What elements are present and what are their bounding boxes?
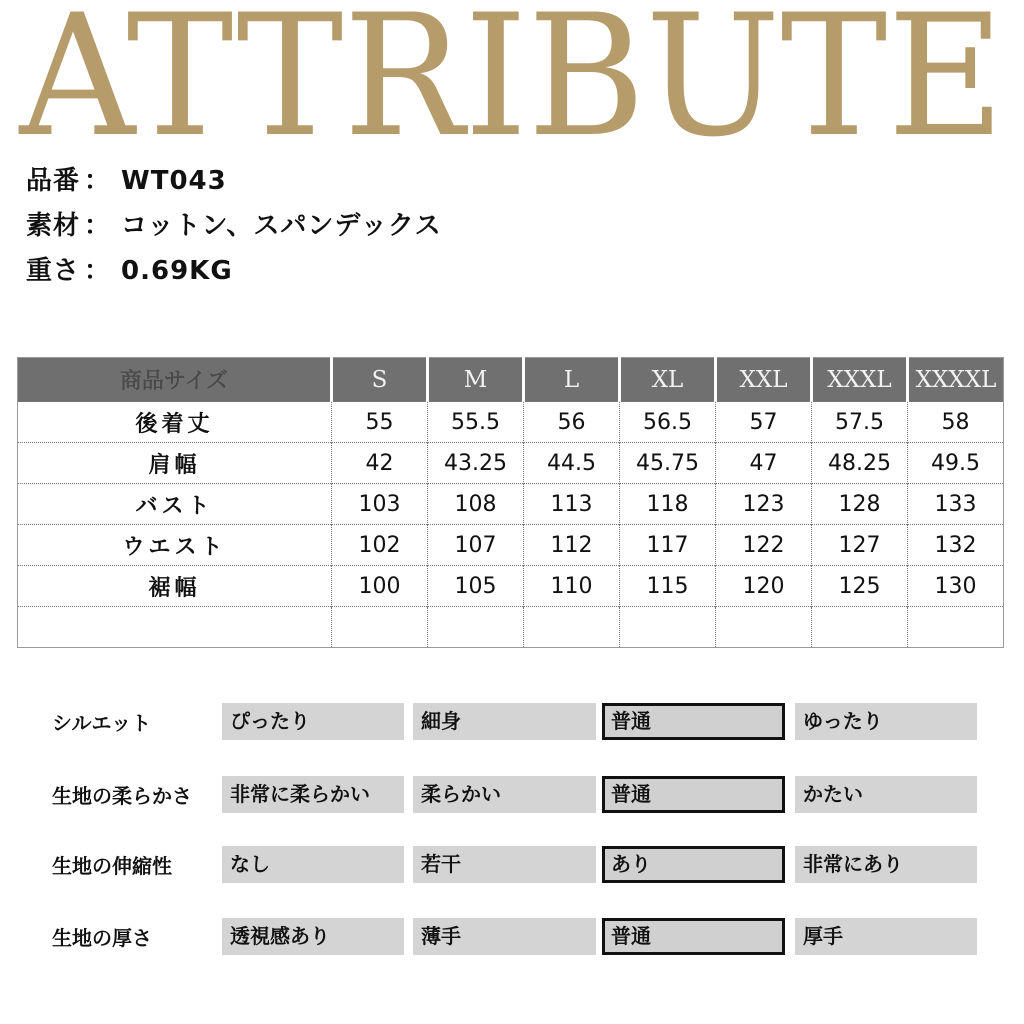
empty-cell — [620, 607, 716, 648]
size-value-cell: 105 — [428, 566, 524, 607]
size-table-row — [18, 566, 1004, 607]
attribute-option: 厚手 — [795, 918, 977, 955]
size-value-cell: 132 — [908, 525, 1004, 566]
size-value-cell: 58 — [908, 402, 1004, 443]
size-value-cell: 133 — [908, 484, 1004, 525]
attribute-option-selected: あり — [602, 846, 785, 883]
size-table-blank-row — [18, 607, 1004, 648]
attribute-option: 透視感あり — [222, 918, 404, 955]
empty-cell — [524, 607, 620, 648]
attribute-option: 非常にあり — [795, 846, 977, 883]
weight-value: 0.69KG — [121, 256, 233, 286]
size-value-cell: 113 — [524, 484, 620, 525]
size-value-cell: 43.25 — [428, 443, 524, 484]
size-header: XXXXL — [908, 358, 1004, 402]
colon: ： — [84, 166, 112, 196]
size-value-cell: 115 — [620, 566, 716, 607]
size-corner-label: 商品サイズ — [18, 358, 332, 402]
attribute-option: ぴったり — [222, 703, 404, 740]
size-value-cell: 130 — [908, 566, 1004, 607]
item-number-line — [26, 160, 227, 197]
size-value-cell: 56.5 — [620, 402, 716, 443]
size-header: S — [332, 358, 428, 402]
size-value-cell: 45.75 — [620, 443, 716, 484]
size-header-row — [18, 358, 1004, 402]
attribute-name: 生地の厚さ — [52, 926, 152, 950]
empty-cell — [716, 607, 812, 648]
size-value-cell: 57 — [716, 402, 812, 443]
size-value-cell: 42 — [332, 443, 428, 484]
size-value-cell: 128 — [812, 484, 908, 525]
size-header: L — [524, 358, 620, 402]
size-header: XXXL — [812, 358, 908, 402]
size-table-row — [18, 402, 1004, 443]
size-value-cell: 47 — [716, 443, 812, 484]
size-header: XL — [620, 358, 716, 402]
empty-cell — [812, 607, 908, 648]
size-value-cell: 110 — [524, 566, 620, 607]
size-value-cell: 125 — [812, 566, 908, 607]
attribute-row — [0, 776, 1024, 816]
attribute-row — [0, 703, 1024, 743]
attribute-row — [0, 918, 1024, 958]
attribute-name: シルエット — [52, 711, 152, 735]
material-label: 素材 — [26, 211, 81, 241]
size-value-cell: 122 — [716, 525, 812, 566]
size-value-cell: 118 — [620, 484, 716, 525]
size-header: XXL — [716, 358, 812, 402]
size-value-cell: 100 — [332, 566, 428, 607]
attribute-title-text: ATTRIBUTE — [18, 2, 1005, 142]
size-table-row — [18, 525, 1004, 566]
size-value-cell: 103 — [332, 484, 428, 525]
size-value-cell: 49.5 — [908, 443, 1004, 484]
size-value-cell: 120 — [716, 566, 812, 607]
size-value-cell: 107 — [428, 525, 524, 566]
size-value-cell: 123 — [716, 484, 812, 525]
empty-cell — [428, 607, 524, 648]
size-table-row — [18, 443, 1004, 484]
attribute-title — [0, 2, 1024, 142]
empty-cell — [332, 607, 428, 648]
size-table — [17, 357, 1004, 648]
attribute-option: ゆったり — [795, 703, 977, 740]
measurement-label: ウエスト — [18, 525, 332, 566]
size-value-cell: 102 — [332, 525, 428, 566]
measurement-label: バスト — [18, 484, 332, 525]
size-value-cell: 44.5 — [524, 443, 620, 484]
empty-cell — [18, 607, 332, 648]
attribute-option: なし — [222, 846, 404, 883]
attribute-option-selected: 普通 — [602, 776, 785, 813]
weight-label: 重さ — [26, 256, 81, 286]
colon: ： — [84, 211, 112, 241]
material-value: コットン、スパンデックス — [121, 211, 442, 241]
attribute-option: 薄手 — [413, 918, 596, 955]
attribute-row — [0, 846, 1024, 886]
attribute-option: 非常に柔らかい — [222, 776, 404, 813]
empty-cell — [908, 607, 1004, 648]
size-value-cell: 108 — [428, 484, 524, 525]
measurement-label: 肩幅 — [18, 443, 332, 484]
size-table-row — [18, 484, 1004, 525]
material-line — [26, 205, 442, 242]
weight-line — [26, 250, 233, 287]
attribute-name: 生地の伸縮性 — [52, 854, 172, 878]
attribute-option: かたい — [795, 776, 977, 813]
measurement-label: 裾幅 — [18, 566, 332, 607]
size-header: M — [428, 358, 524, 402]
size-value-cell: 117 — [620, 525, 716, 566]
attribute-option-selected: 普通 — [602, 918, 785, 955]
attribute-option: 柔らかい — [413, 776, 596, 813]
item-number-value: WT043 — [121, 166, 227, 196]
size-value-cell: 112 — [524, 525, 620, 566]
size-value-cell: 56 — [524, 402, 620, 443]
colon: ： — [84, 256, 112, 286]
attribute-option: 細身 — [413, 703, 596, 740]
measurement-label: 後着丈 — [18, 402, 332, 443]
attribute-name: 生地の柔らかさ — [52, 784, 192, 808]
size-value-cell: 57.5 — [812, 402, 908, 443]
size-value-cell: 55 — [332, 402, 428, 443]
attribute-option-selected: 普通 — [602, 703, 785, 740]
attribute-option: 若干 — [413, 846, 596, 883]
size-value-cell: 48.25 — [812, 443, 908, 484]
size-value-cell: 127 — [812, 525, 908, 566]
item-number-label: 品番 — [26, 166, 81, 196]
size-value-cell: 55.5 — [428, 402, 524, 443]
